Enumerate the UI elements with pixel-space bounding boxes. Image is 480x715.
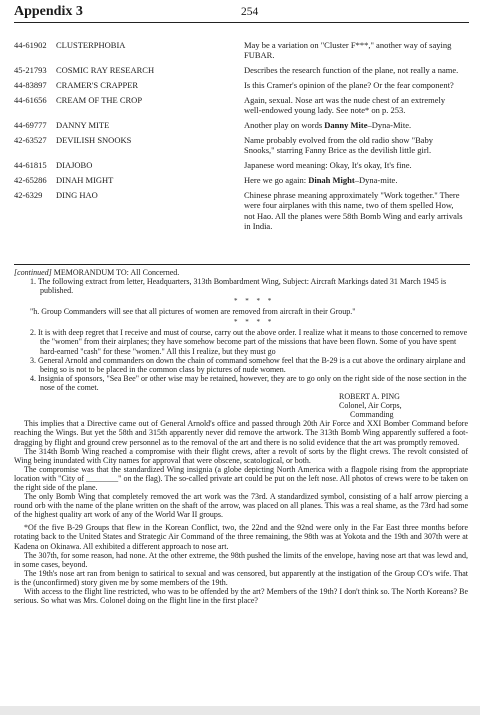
description-text: Another play on words bbox=[244, 120, 325, 131]
memo-quote: "h. Group Commanders will see that all pictures of women are removed from aircraft in their Group." bbox=[30, 307, 356, 317]
description-text: –Dyna-mite. bbox=[354, 175, 398, 186]
memo-item-3: 3. General Arnold and commanders on down the chain of command somehow feel that the B-29 is a cut above the ordinary airplane and being so is not to be placed in the common class by pictures of nude women. bbox=[30, 355, 466, 374]
nose-art-list bbox=[14, 40, 470, 236]
plane-description: Describes the research function of the plane, not really a name. bbox=[244, 65, 459, 76]
plane-description: Japanese word meaning: Okay, It's okay, It's fine. bbox=[244, 160, 412, 171]
memo-item-2: 2. It is with deep regret that I receive and must of course, carry out the above order. I realize what it means to those concerned to remove the "women" from their airplanes; they have somehow become part of the missions that have been flown. Some of you have spent hard-earned "cash" for these "women." All this I realize, but they must go bbox=[30, 328, 468, 356]
signature-rank: Colonel, Air Corps, bbox=[339, 401, 402, 411]
description-text: Here we go again: bbox=[244, 175, 309, 186]
paragraph: With access to the flight line restricted, who was to be offended by the art? Members of the 19th? I don't think so. The North Koreans? Be serious. So what was Mrs. Colonel doing on the flight line in the first place? bbox=[14, 587, 468, 606]
serial-number: 44-61656 bbox=[14, 94, 47, 105]
memo-item-4: 4. Insignia of sponsors, "Sea Bee" or other wise may be retained, however, they are to go only on the right side of the nose section in the nose of the comet. bbox=[30, 373, 467, 392]
paragraph: This implies that a Directive came out of General Arnold's office and passed through 20th Air Force and XXI Bomber Command before reaching the Wings. But yet the 58th and 315th apparently never did remove the artwork. The 313th Bomb Wing apparently suffered a foot-dragging by flight and ground crew personnel as to the removal of the art and there is no solid evidence that the art was promptly removed. bbox=[14, 419, 468, 447]
plane-description: Is this Cramer's opinion of the plane? Or the fear component? bbox=[244, 80, 454, 91]
plane-name: DINAH MIGHT bbox=[56, 175, 114, 186]
paragraph: The 19th's nose art ran from benign to satirical to sexual and was censored, but apparently at the instigation of the Group CO's wife. That is the (unconfirmed) story given me by some members of the 19th. bbox=[14, 568, 468, 587]
page-header bbox=[14, 4, 469, 23]
list-item bbox=[14, 80, 470, 90]
body-text bbox=[14, 419, 468, 605]
signature-name: ROBERT A. PING bbox=[339, 392, 400, 402]
list-item bbox=[14, 40, 470, 61]
memorandum-section bbox=[14, 268, 468, 605]
serial-number: 44-69777 bbox=[14, 120, 47, 131]
plane-description: Name probably evolved from the old radio show "Baby Snooks," starring Fanny Brice as the devilish little girl. bbox=[244, 135, 434, 156]
serial-number: 44-83897 bbox=[14, 80, 47, 91]
plane-name: DANNY MITE bbox=[56, 120, 110, 131]
page-number: 254 bbox=[241, 6, 259, 18]
list-item bbox=[14, 65, 470, 75]
list-item bbox=[14, 135, 470, 156]
plane-description bbox=[244, 175, 464, 185]
list-item bbox=[14, 95, 470, 116]
ellipsis-stars: * * * * bbox=[234, 297, 275, 306]
description-bold: Dinah Might bbox=[308, 175, 355, 186]
description-bold: Danny Mite bbox=[324, 120, 368, 131]
section-divider bbox=[14, 264, 470, 265]
plane-name: CREAM OF THE CROP bbox=[56, 94, 143, 105]
memo-item-1: 1. The following extract from letter, Headquarters, 313th Bombardment Wing, Subject: Aircraft Markings dated 31 March 1945 is published. bbox=[30, 277, 447, 296]
memo-heading bbox=[14, 268, 468, 277]
list-item bbox=[14, 190, 470, 231]
scan-bottom-edge bbox=[0, 706, 480, 715]
serial-number: 44-61815 bbox=[14, 160, 47, 171]
description-text: –Dyna-Mite. bbox=[367, 120, 412, 131]
signature-role: Commanding bbox=[350, 410, 394, 420]
list-item bbox=[14, 175, 470, 185]
paragraph: The compromise was that the standardized Wing insignia (a globe depicting North America with a flagpole rising from the appropriate location with "City of ________" on the flag). The so-called private art could be put on the left nose. All photos of crews were to be taken on the right side of the plane. bbox=[14, 464, 468, 492]
plane-name: DING HAO bbox=[56, 190, 98, 201]
plane-name: COSMIC RAY RESEARCH bbox=[56, 65, 155, 76]
plane-name: CLUSTERPHOBIA bbox=[56, 40, 126, 50]
plane-name: CRAMER'S CRAPPER bbox=[56, 80, 139, 91]
continued-label: [continued] bbox=[14, 268, 52, 277]
memo-title: MEMORANDUM TO: All Concerned. bbox=[53, 268, 180, 277]
plane-name: DEVILISH SNOOKS bbox=[56, 135, 132, 146]
footnote-paragraph: *Of the five B-29 Groups that flew in the Korean Conflict, two, the 22nd and the 92nd were only in the Far East three months before rotating back to the United States and Strategic Air Command of the three remaining, the 98th was at Yokota and the 19th and 307th were at Kadena on Okinawa. All exhibited a different approach to nose art. bbox=[14, 523, 468, 551]
paragraph: The 314th Bomb Wing reached a compromise with their flight crews, after a revolt of sorts by the flight crews. The revolt consisted of Wing being inundated with City names for approval that were obscene, scatological, or both. bbox=[14, 446, 468, 465]
plane-name: DIAJOBO bbox=[56, 160, 93, 171]
serial-number: 42-6329 bbox=[14, 190, 43, 201]
list-item bbox=[14, 160, 470, 170]
plane-description: May be a variation on "Cluster F***," another way of saying FUBAR. bbox=[244, 40, 452, 61]
serial-number: 45-21793 bbox=[14, 65, 47, 76]
plane-description bbox=[244, 120, 464, 130]
ellipsis-stars: * * * * bbox=[234, 318, 275, 327]
paragraph: The 307th, for some reason, had none. At the other extreme, the 98th pushed the limits of the envelope, having nose art that was lewd and, in some cases, beyond. bbox=[14, 550, 468, 569]
plane-description: Again, sexual. Nose art was the nude chest of an extremely well-endowed young lady. See note* on p. 253. bbox=[244, 94, 446, 116]
serial-number: 42-65286 bbox=[14, 175, 47, 186]
serial-number: 42-63527 bbox=[14, 135, 47, 146]
list-item bbox=[14, 120, 470, 130]
serial-number: 44-61902 bbox=[14, 40, 47, 50]
plane-description: Chinese phrase meaning approximately "Work together." There were four airplanes with this name, two of them spelled How, not Hao. All the planes were 58th Bomb Wing and early arrivals in India. bbox=[244, 190, 463, 231]
paragraph: The only Bomb Wing that completely removed the art work was the 73rd. A standardized symbol, consisting of a half arrow piercing a round orb with the name of the plane written on the shaft of the arrow, was placed on all planes. This was a real shame, as the 73rd had some of the highest quality art work of any of the World War II groups. bbox=[14, 492, 468, 520]
appendix-title: Appendix 3 bbox=[14, 4, 83, 19]
